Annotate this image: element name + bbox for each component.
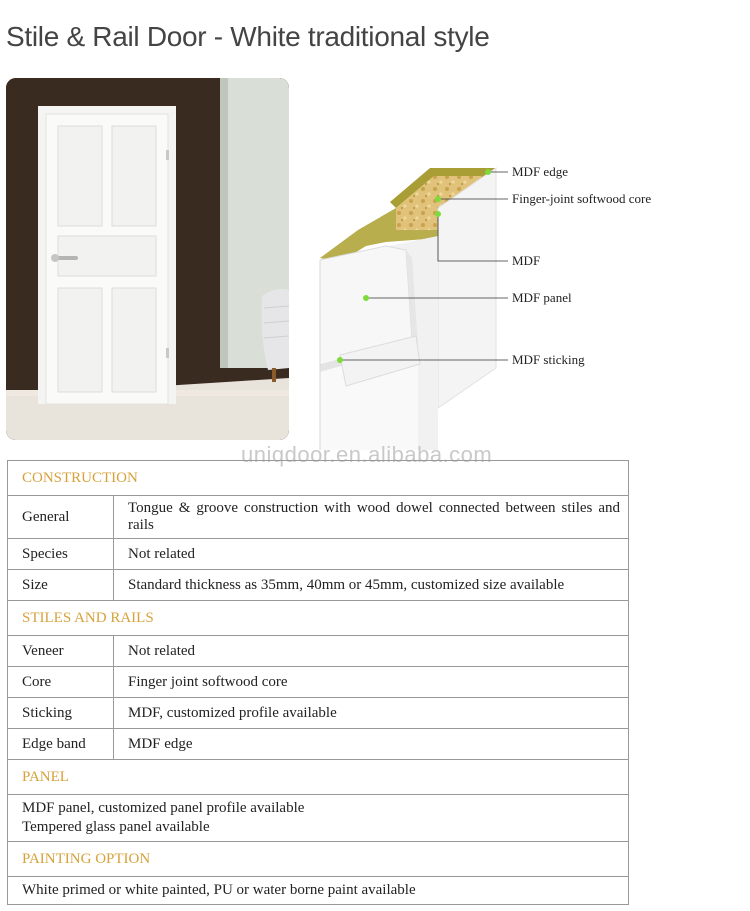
section-heading-construction: CONSTRUCTION [8,461,629,496]
callout-mdf: MDF [512,253,541,268]
panel-line: MDF panel, customized panel profile available [22,800,305,816]
table-row [8,496,629,539]
table-row [8,539,629,570]
section-heading-panel: PANEL [8,760,629,795]
row-label: Species [8,539,114,570]
table-row [8,570,629,601]
spec-table [7,460,629,905]
row-value: Not related [114,539,629,570]
row-value: MDF edge [114,729,629,760]
row-label: Core [8,667,114,698]
section-row [8,601,629,636]
section-row [8,842,629,877]
panel-line: Tempered glass panel available [22,819,210,835]
callout-softwood-core: Finger-joint softwood core [512,191,652,206]
callout-mdf-sticking: MDF sticking [512,352,585,367]
painting-details: White primed or white painted, PU or water borne paint available [8,877,629,905]
section-heading-painting-option: PAINTING OPTION [8,842,629,877]
section-row [8,461,629,496]
door-photo [6,78,289,440]
row-value: MDF, customized profile available [114,698,629,729]
section-heading-stiles-and-rails: STILES AND RAILS [8,601,629,636]
row-label: Size [8,570,114,601]
mdf-marker [435,211,441,217]
watermark: uniqdoor.en.alibaba.com [241,442,493,467]
row-label: Edge band [8,729,114,760]
callout-mdf-edge: MDF edge [512,164,568,179]
table-row [8,698,629,729]
row-label: Sticking [8,698,114,729]
mdf-edge-marker [485,169,491,175]
panel-details [8,795,629,842]
table-row [8,795,629,842]
table-row [8,636,629,667]
row-label: Veneer [8,636,114,667]
page-title: Stile & Rail Door - White traditional style [6,20,490,52]
core-marker [435,196,441,202]
row-label: General [8,496,114,539]
callout-mdf-panel: MDF panel [512,290,572,305]
row-value: Finger joint softwood core [114,667,629,698]
table-row [8,667,629,698]
row-value: Tongue & groove construction with wood dowel connected between stiles and rails [114,496,629,539]
table-row [8,877,629,905]
door-cross-section-diagram [300,150,750,450]
door-photo-illustration [6,78,289,440]
mdf-panel-marker [363,295,369,301]
table-row [8,729,629,760]
section-row [8,760,629,795]
row-value: Standard thickness as 35mm, 40mm or 45mm, customized size available [114,570,629,601]
mdf-sticking-marker [337,357,343,363]
row-value: Not related [114,636,629,667]
